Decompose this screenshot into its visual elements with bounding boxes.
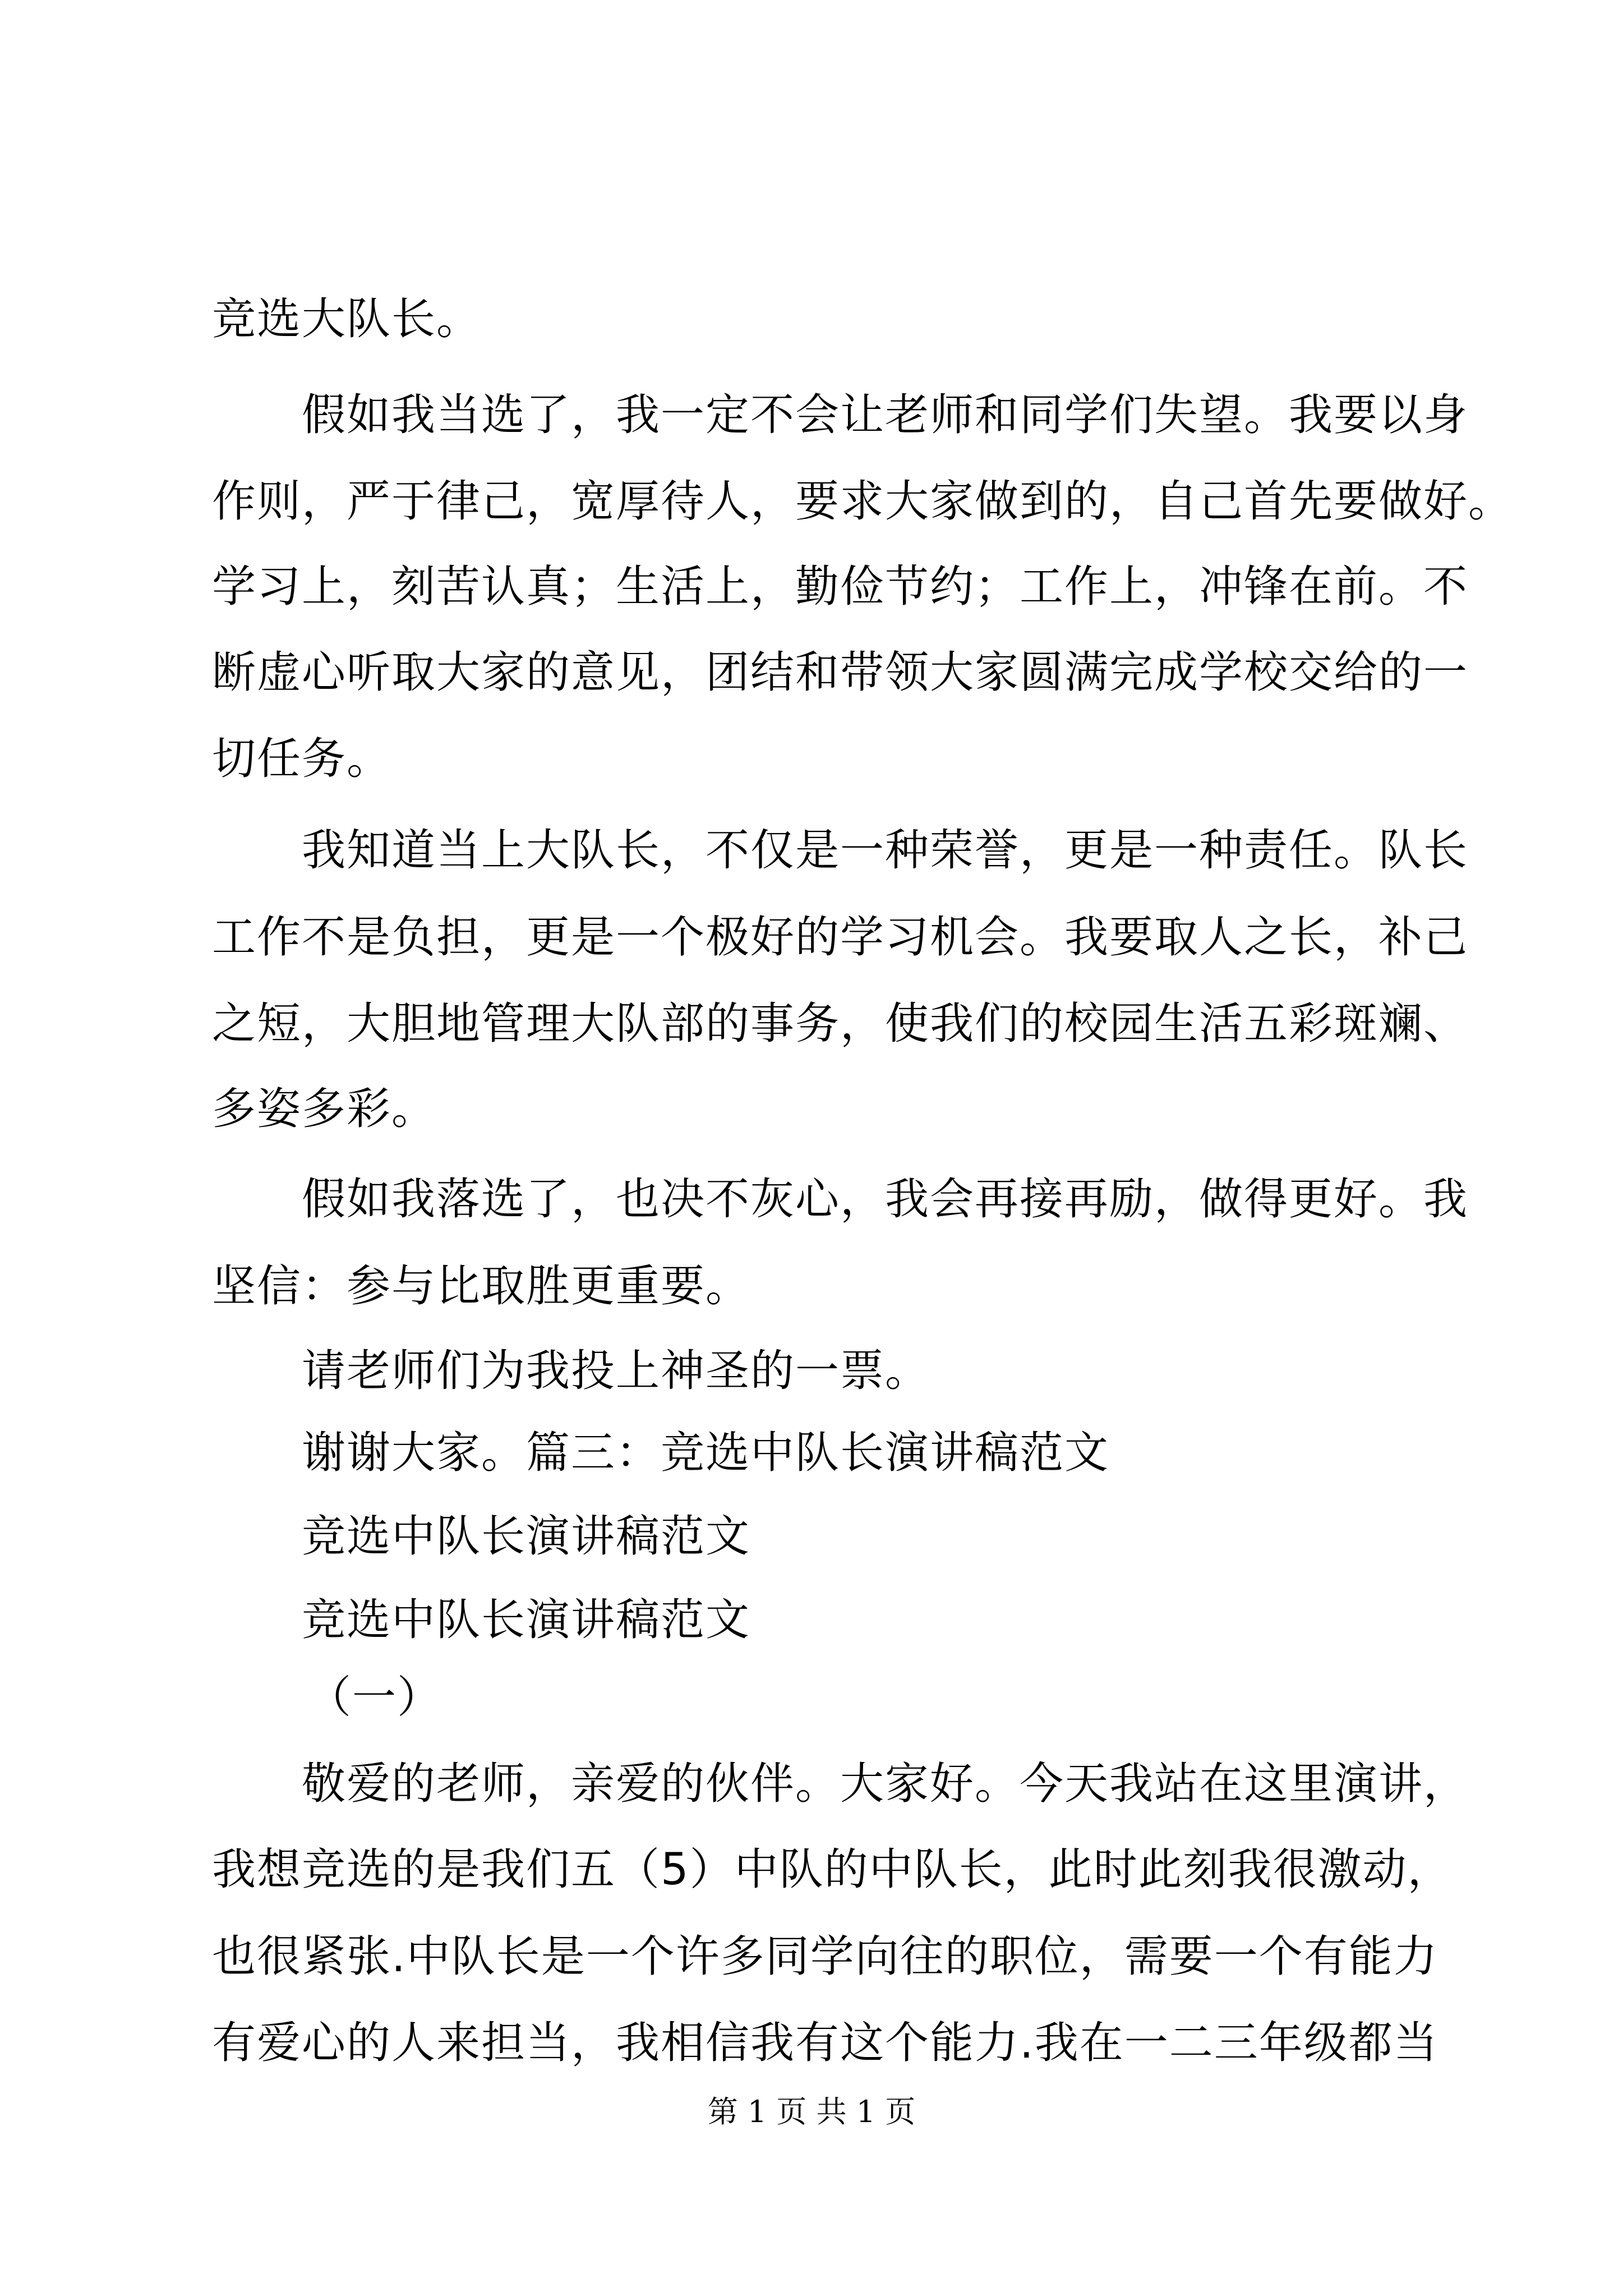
text-line: 坚信：参与比取胜更重要。: [212, 1261, 751, 1312]
text-line: 断虚心听取大家的意见，团结和带领大家圆满完成学校交给的一: [212, 647, 1469, 698]
text-line: 谢谢大家。篇三：竞选中队长演讲稿范文: [302, 1428, 1110, 1478]
text-line: 学习上，刻苦认真；生活上，勤俭节约；工作上，冲锋在前。不: [212, 562, 1469, 612]
text-line: 竞选中队长演讲稿范文: [302, 1595, 751, 1645]
text-line: 竞选大队长。: [212, 294, 482, 344]
text-line: 敬爱的老师，亲爱的伙伴。大家好。今天我站在这里演讲，: [302, 1759, 1469, 1809]
text-line: 也很紧张.中队长是一个许多同学向往的职位，需要一个有能力: [212, 1931, 1438, 1982]
text-line: 我知道当上大队长，不仅是一种荣誉，更是一种责任。队长: [302, 825, 1469, 876]
text-line: 之短，大胆地管理大队部的事务，使我们的校园生活五彩斑斓、: [212, 999, 1469, 1049]
text-line: 多姿多彩。: [212, 1084, 437, 1134]
text-line: 假如我落选了，也决不灰心，我会再接再励，做得更好。我: [302, 1174, 1469, 1225]
text-line: 切任务。: [212, 734, 392, 784]
text-line: 请老师们为我投上神圣的一票。: [302, 1346, 930, 1396]
text-line: 工作不是负担，更是一个极好的学习机会。我要取人之长，补己: [212, 912, 1469, 963]
text-line: 假如我当选了，我一定不会让老师和同学们失望。我要以身: [302, 390, 1469, 440]
text-line: 有爱心的人来担当，我相信我有这个能力.我在一二三年级都当: [212, 2018, 1438, 2068]
text-line: 作则，严于律己，宽厚待人，要求大家做到的，自己首先要做好。: [212, 476, 1514, 527]
text-line: （一）: [307, 1672, 442, 1723]
text-line: 竞选中队长演讲稿范文: [302, 1511, 751, 1562]
text-line: 我想竞选的是我们五（5）中队的中队长，此时此刻我很激动，: [212, 1844, 1453, 1895]
page-footer: 第 1 页 共 1 页: [707, 2094, 916, 2129]
